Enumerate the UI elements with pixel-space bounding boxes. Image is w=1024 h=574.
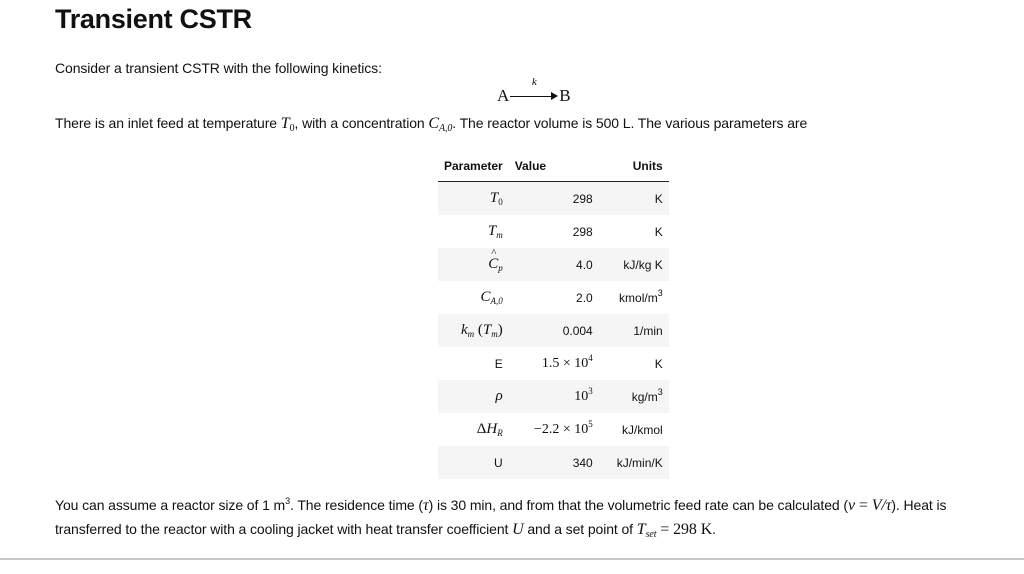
param-value: 298 xyxy=(509,215,599,248)
param-value: $10^3$ xyxy=(509,380,599,413)
table-header-row xyxy=(438,155,669,182)
param-units: K xyxy=(599,215,669,248)
rate-constant-label: k xyxy=(531,76,537,88)
param-units: K xyxy=(599,347,669,380)
page-title: Transient CSTR xyxy=(55,4,252,34)
closing-paragraph-line1: You can assume a reactor size of 1 $m^3$. The residence time (τ) is 30 min, and from that the volumetric feed rate can be calculated (ν = V/τ). Heat is xyxy=(55,496,947,514)
intro-paragraph: Consider a transient CSTR with the following kinetics: xyxy=(55,60,382,76)
param-symbol: U xyxy=(438,446,509,479)
bottom-divider xyxy=(0,558,1024,560)
param-units: K xyxy=(599,182,669,216)
param-symbol: $T_m$ xyxy=(487,223,503,240)
table-row xyxy=(438,380,669,413)
param-value: 4.0 xyxy=(509,248,599,281)
table-row xyxy=(438,281,669,314)
param-value: $1.5 \times 10^4$ xyxy=(509,347,599,380)
header-units: Units xyxy=(599,155,669,182)
param-units: $kg/m^3$ xyxy=(599,380,669,413)
table-row xyxy=(438,446,669,479)
table-row xyxy=(438,413,669,446)
param-symbol: $T_0$ xyxy=(489,190,503,207)
param-units: kJ/kmol xyxy=(599,413,669,446)
param-value: 298 xyxy=(509,182,599,216)
parameters-table xyxy=(438,155,669,479)
reaction-equation xyxy=(497,76,571,106)
table-row xyxy=(438,215,669,248)
table-row xyxy=(438,347,669,380)
param-symbol: ρ xyxy=(495,388,503,404)
param-units: kJ/min/K xyxy=(599,446,669,479)
param-symbol: ^ $C_p$ xyxy=(488,256,503,272)
T0-symbol: $T_0$ xyxy=(280,115,295,134)
header-value: Value xyxy=(509,155,599,182)
param-symbol: $k_m$ $(T_m)$ xyxy=(460,322,503,339)
param-value: 0.004 xyxy=(509,314,599,347)
table-row xyxy=(438,182,669,216)
param-value: 340 xyxy=(509,446,599,479)
table-row xyxy=(438,248,669,281)
reaction-arrow-icon xyxy=(510,76,558,106)
param-units: kJ/kg K xyxy=(599,248,669,281)
feed-paragraph: There is an inlet feed at temperature $T_0$, with a concentration $C_{A,0}$. The reactor volume is 500 L. The various parameters are xyxy=(55,115,808,134)
param-symbol: $\Delta H_R$ xyxy=(476,421,503,438)
closing-paragraph-line2: transferred to the reactor with a cooling jacket with heat transfer coefficient U and a set point of $T_{set} = 298$ K. xyxy=(55,521,716,540)
param-symbol: $C_{A,0}$ xyxy=(480,289,503,306)
table-row xyxy=(438,314,669,347)
param-value: 2.0 xyxy=(509,281,599,314)
param-value: $-2.2 \times 10^5$ xyxy=(509,413,599,446)
param-units: kmol/$m^3$ xyxy=(599,281,669,314)
param-symbol: E xyxy=(438,347,509,380)
CA0-symbol: $C_{A,0}$ xyxy=(428,115,453,134)
param-units: 1/min xyxy=(599,314,669,347)
reactant-label: A xyxy=(497,86,510,105)
header-parameter: Parameter xyxy=(438,155,509,182)
product-label: B xyxy=(559,86,571,105)
